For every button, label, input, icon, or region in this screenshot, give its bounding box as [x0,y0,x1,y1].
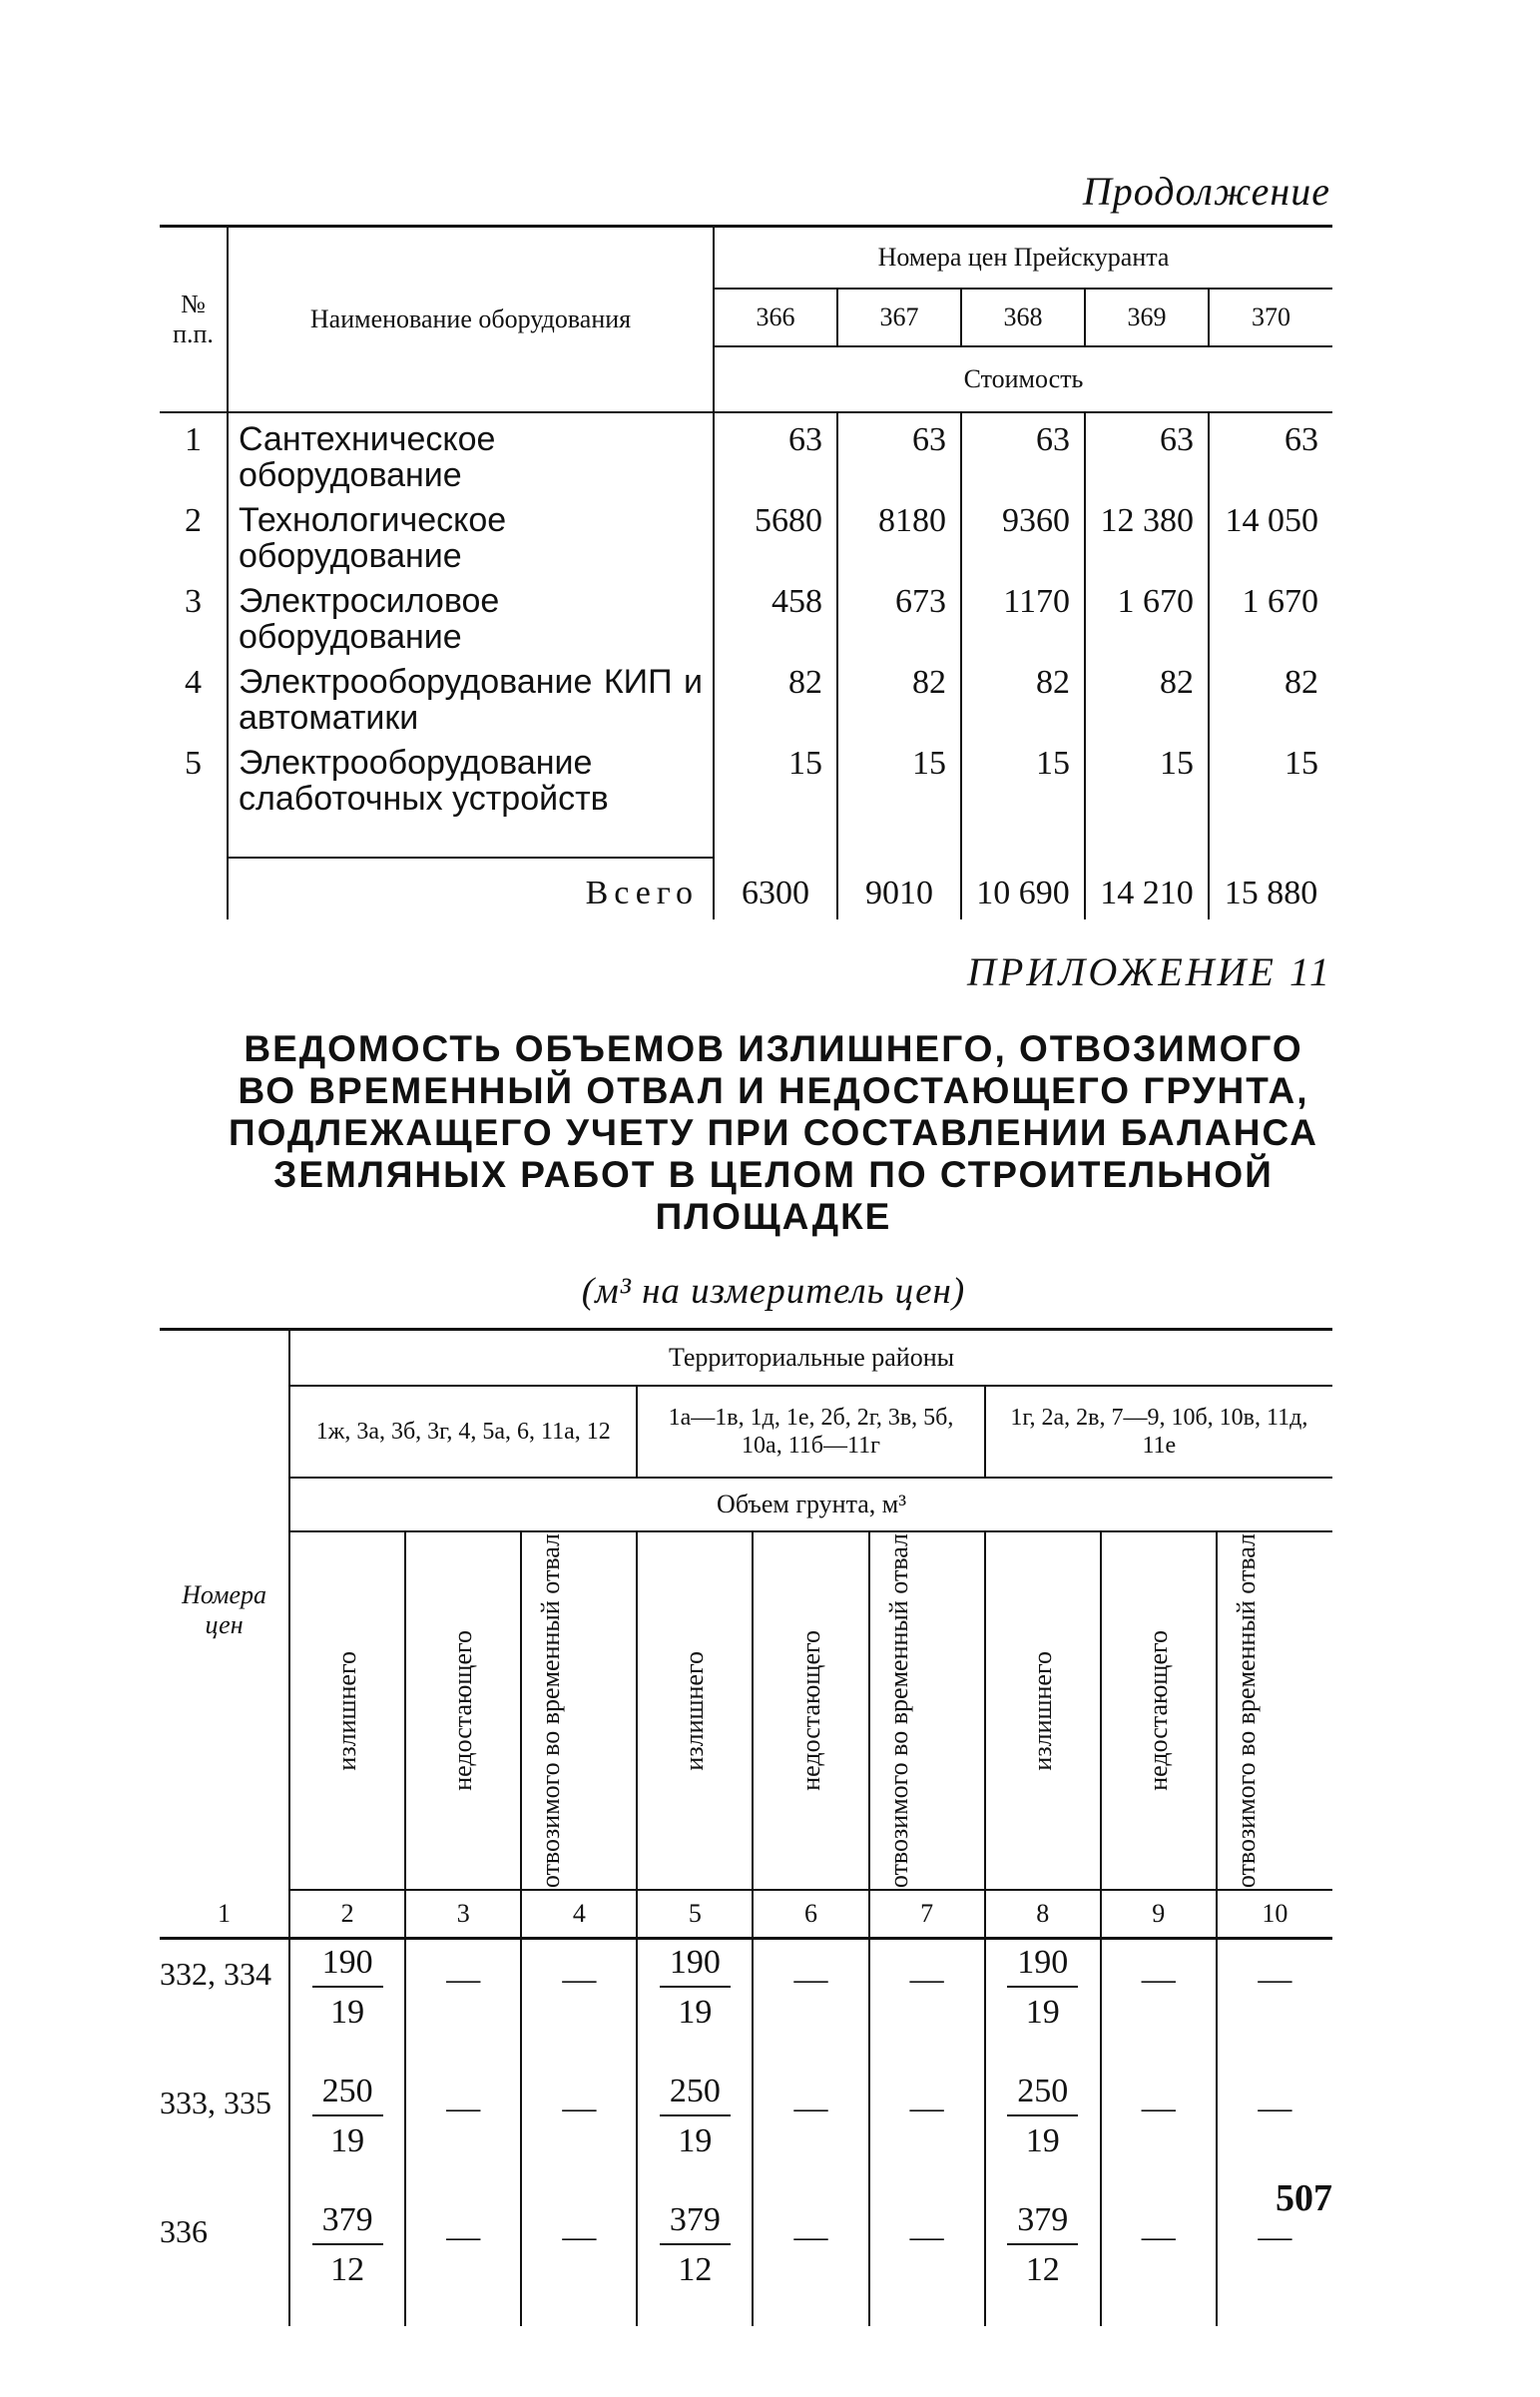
price-number-label: 333, 335 [160,2085,271,2121]
page-number: 507 [1276,2177,1332,2219]
cost-value: 14 050 [1209,494,1332,575]
empty-dash: — [793,2090,828,2127]
fraction-numerator: 190 [660,1944,731,1988]
equipment-row [160,412,1332,494]
empty-dash: — [909,1961,944,1999]
column-number: 1 [218,1898,232,1928]
cost-value: 82 [714,656,837,737]
fraction-numerator: 190 [1007,1944,1078,1988]
equipment-name: Электрооборудование КИП и автоматики [228,656,714,737]
subcol-removed: отвозимого во временный отвал [521,1531,637,1890]
row-number: 3 [185,583,202,620]
equipment-name: Электросиловое оборудование [228,575,714,656]
empty-dash: — [793,1961,828,1999]
cost-value: 15 [837,737,961,858]
subcol-shortage: недостающего [753,1531,868,1890]
subcol-excess: излишнего [289,1531,405,1890]
cost-value: 1 670 [1085,575,1209,656]
empty-dash: — [446,2218,481,2256]
fraction-numerator: 190 [312,1944,383,1988]
removed-volume [521,2197,637,2326]
region-group: 1а—1в, 1д, 1е, 2б, 2г, 3в, 5б, 10а, 11б—11г [637,1386,984,1478]
subcol-shortage: недостающего [405,1531,521,1890]
column-number: 10 [1217,1890,1332,1939]
fraction-numerator: 250 [1007,2073,1078,2116]
excess-volume [289,2197,405,2326]
cost-value: 82 [1209,656,1332,737]
header-cost: Стоимость [714,346,1332,412]
column-number: 8 [985,1890,1101,1939]
fraction-denominator: 19 [330,2122,365,2160]
total-label: Всего [228,858,714,919]
excess-volume [985,2197,1101,2326]
removed-volume [869,1939,985,2070]
empty-dash: — [1141,2218,1176,2256]
fraction-denominator: 19 [330,1994,365,2032]
shortage-volume [1101,2197,1217,2326]
fraction-denominator: 12 [678,2251,713,2289]
excess-volume [637,1939,753,2070]
subcol-excess: излишнего [637,1531,753,1890]
header-number: № п.п. [160,227,228,413]
header-territorial-regions: Территориальные районы [289,1330,1332,1387]
fraction-denominator: 12 [1025,2251,1060,2289]
total-value: 9010 [837,858,961,919]
column-number: 7 [869,1890,985,1939]
cost-value: 12 380 [1085,494,1209,575]
shortage-volume [405,1939,521,2070]
cost-value: 15 [714,737,837,858]
total-value: 6300 [714,858,837,919]
empty-dash: — [562,2218,597,2256]
continuation-label: Продолжение [1082,169,1330,214]
subcol-removed: отвозимого во временный отвал [869,1531,985,1890]
title-line: ПОДЛЕЖАЩЕГО УЧЕТУ ПРИ СОСТАВЛЕНИИ БАЛАНСА [229,1112,1318,1153]
equipment-name: Сантехническое оборудование [228,412,714,494]
column-number: 9 [1101,1890,1217,1939]
fraction-denominator: 19 [678,1994,713,2032]
title-line: ЗЕМЛЯНЫХ РАБОТ В ЦЕЛОМ ПО СТРОИТЕЛЬНОЙ [273,1154,1274,1195]
column-number: 6 [753,1890,868,1939]
excess-volume [289,1939,405,2070]
removed-volume [521,1939,637,2070]
cost-value: 82 [961,656,1085,737]
row-number: 5 [185,745,202,782]
title-line: ПЛОЩАДКЕ [655,1196,892,1237]
cost-value: 82 [837,656,961,737]
total-value: 10 690 [961,858,1085,919]
cost-value: 82 [1085,656,1209,737]
empty-dash: — [1258,2090,1292,2127]
excess-volume [289,2069,405,2197]
price-number: 367 [837,289,961,346]
fraction-numerator: 250 [312,2073,383,2116]
shortage-volume [1101,1939,1217,2070]
equipment-row [160,656,1332,737]
excess-volume [985,1939,1101,2070]
empty-dash: — [562,1961,597,1999]
title-line: ВЕДОМОСТЬ ОБЪЕМОВ ИЗЛИШНЕГО, ОТВОЗИМОГО [244,1028,1303,1069]
cost-value: 15 [961,737,1085,858]
header-price-numbers: Номера цен [160,1330,289,1891]
cost-value: 8180 [837,494,961,575]
removed-volume [1217,1939,1332,2070]
shortage-volume [405,2197,521,2326]
equipment-row [160,494,1332,575]
total-value: 15 880 [1209,858,1332,919]
subcol-shortage: недостающего [1101,1531,1217,1890]
equipment-name: Электрооборудование слаботочных устройств [228,737,714,858]
empty-dash: — [446,1961,481,1999]
title-line: ВО ВРЕМЕННЫЙ ОТВАЛ И НЕДОСТАЮЩЕГО ГРУНТА, [238,1070,1309,1111]
equipment-cost-table [160,225,1332,919]
fraction-denominator: 19 [678,2122,713,2160]
row-number: 2 [185,502,202,539]
empty-dash: — [1258,1961,1292,1999]
shortage-volume [1101,2069,1217,2197]
column-number: 2 [289,1890,405,1939]
row-number: 1 [185,421,202,458]
empty-dash: — [446,2090,481,2127]
empty-dash: — [909,2090,944,2127]
price-number-label: 332, 334 [160,1956,271,1993]
empty-dash: — [1141,2090,1176,2127]
appendix-label: ПРИЛОЖЕНИЕ 11 [967,949,1332,994]
cost-value: 9360 [961,494,1085,575]
cost-value: 458 [714,575,837,656]
shortage-volume [753,1939,868,2070]
equipment-row [160,575,1332,656]
fraction-denominator: 19 [1025,1994,1060,2032]
region-group: 1ж, 3а, 3б, 3г, 4, 5а, 6, 11а, 12 [289,1386,637,1478]
column-number: 4 [521,1890,637,1939]
subcol-excess: излишнего [985,1531,1101,1890]
fraction-denominator: 19 [1025,2122,1060,2160]
shortage-volume [753,2069,868,2197]
price-row [160,2069,1332,2197]
price-number: 366 [714,289,837,346]
price-row [160,1939,1332,2070]
price-number-label: 336 [160,2213,208,2250]
row-number: 4 [185,664,202,701]
excess-volume [985,2069,1101,2197]
cost-value: 63 [961,412,1085,494]
cost-value: 5680 [714,494,837,575]
total-value: 14 210 [1085,858,1209,919]
cost-value: 1 670 [1209,575,1332,656]
fraction-numerator: 379 [660,2201,731,2245]
price-row [160,2197,1332,2326]
subcol-removed: отвозимого во временный отвал [1217,1531,1332,1890]
shortage-volume [405,2069,521,2197]
price-number: 370 [1209,289,1332,346]
cost-value: 15 [1209,737,1332,858]
equipment-name: Технологическое оборудование [228,494,714,575]
column-number: 3 [405,1890,521,1939]
header-equipment-name: Наименование оборудования [228,227,714,413]
cost-value: 15 [1085,737,1209,858]
removed-volume [869,2197,985,2326]
excess-volume [637,2197,753,2326]
fraction-numerator: 379 [1007,2201,1078,2245]
empty-dash: — [562,2090,597,2127]
empty-dash: — [1141,1961,1176,1999]
equipment-row [160,737,1332,858]
region-group: 1г, 2а, 2в, 7—9, 10б, 10в, 11д, 11е [985,1386,1332,1478]
empty-dash: — [1258,2218,1292,2256]
price-number: 368 [961,289,1085,346]
units-subtitle: (м³ на измеритель цен) [581,1271,966,1312]
cost-value: 63 [714,412,837,494]
cost-value: 63 [1085,412,1209,494]
header-price-numbers: Номера цен Прейскуранта [714,227,1332,290]
price-number: 369 [1085,289,1209,346]
empty-dash: — [793,2218,828,2256]
removed-volume [869,2069,985,2197]
empty-dash: — [909,2218,944,2256]
excess-volume [637,2069,753,2197]
cost-value: 63 [1209,412,1332,494]
cost-value: 63 [837,412,961,494]
cost-value: 1170 [961,575,1085,656]
fraction-denominator: 12 [330,2251,365,2289]
cost-value: 673 [837,575,961,656]
fraction-numerator: 379 [312,2201,383,2245]
shortage-volume [753,2197,868,2326]
fraction-numerator: 250 [660,2073,731,2116]
removed-volume [521,2069,637,2197]
column-number: 5 [637,1890,753,1939]
document-title [210,1028,1337,1238]
soil-volume-table [160,1328,1332,2326]
header-soil-volume: Объем грунта, м³ [289,1478,1332,1531]
